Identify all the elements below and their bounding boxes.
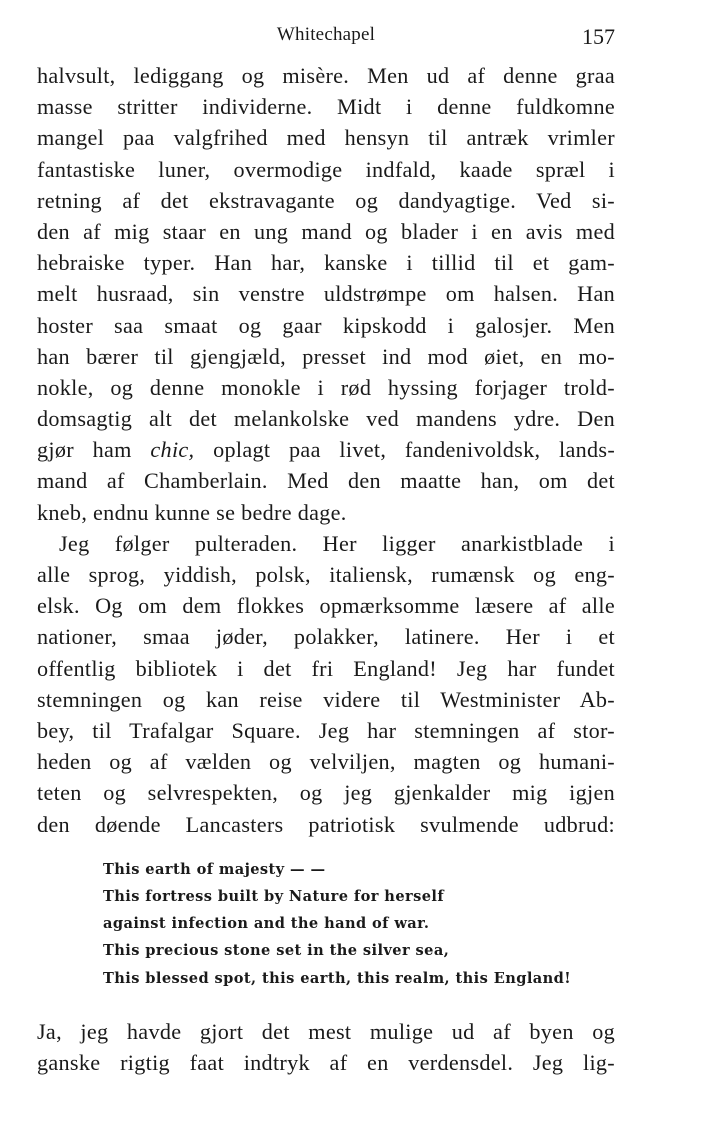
text-line: kneb, endnu kunne se bedre dage. xyxy=(37,499,347,525)
poem-line: This precious stone set in the silver sea, xyxy=(103,942,450,960)
paragraph-1 xyxy=(37,60,615,528)
text-line: nationer, smaa jøder, polakker, latinere. Her i et xyxy=(37,624,615,650)
text-line: heden og af vælden og velviljen, magten og humani- xyxy=(37,749,615,775)
running-head xyxy=(37,24,615,60)
text-line: ganske rigtig faat indtryk af en verdensdel. Jeg lig- xyxy=(37,1049,615,1075)
text-line: Jeg følger pulteraden. Her ligger anarkistblade i xyxy=(59,530,615,556)
text-line: offentlig bibliotek i det fri England! Jeg har fundet xyxy=(37,655,615,681)
text-line: elsk. Og om dem flokkes opmærksomme læsere af alle xyxy=(37,593,615,619)
text-line: Ja, jeg havde gjort det mest mulige ud af byen og xyxy=(37,1018,615,1044)
italic-word: chic, xyxy=(150,437,195,463)
text-line: fantastiske luner, overmodige indfald, kaade spræl i xyxy=(37,156,615,182)
text-line: mangel paa valgfrihed med hensyn til antræk vrimler xyxy=(37,125,615,151)
book-page xyxy=(37,24,615,1078)
text-line: retning af det ekstravagante og dandyagtige. Ved si- xyxy=(37,187,615,213)
text-line: stemningen og kan reise videre til Westminister Ab- xyxy=(37,686,615,712)
text-line: halvsult, lediggang og misère. Men ud af denne graa xyxy=(37,63,615,88)
paragraph-2 xyxy=(37,528,615,840)
text-line: den døende Lancasters patriotisk svulmende udbrud: xyxy=(37,811,615,837)
poem-quote xyxy=(37,856,615,992)
text-segment: oplagt paa livet, fandenivoldsk, lands- xyxy=(194,437,616,463)
text-line: alle sprog, yiddish, polsk, italiensk, rumænsk og eng- xyxy=(37,562,615,587)
text-line: teten og selvrespekten, og jeg gjenkalder mig igjen xyxy=(37,780,615,806)
text-line: den af mig staar en ung mand og blader i en avis med xyxy=(37,218,615,244)
paragraph-3 xyxy=(37,1016,615,1078)
text-line: han bærer til gjengjæld, presset ind mod øiet, en mo- xyxy=(37,343,615,369)
text-line: bey, til Trafalgar Square. Jeg har stemningen af stor- xyxy=(37,717,615,743)
poem-line: This fortress built by Nature for herself xyxy=(103,887,445,905)
text-line: hebraiske typer. Han har, kanske i tillid til et gam- xyxy=(37,250,615,276)
text-line: hoster saa smaat og gaar kipskodd i galosjer. Men xyxy=(37,312,615,338)
text-line: mand af Chamberlain. Med den maatte han, om det xyxy=(37,468,615,494)
poem-line: This blessed spot, this earth, this realm, this England! xyxy=(103,969,572,987)
poem-line: against infection and the hand of war. xyxy=(103,915,430,933)
running-title: Whitechapel xyxy=(276,24,376,45)
body-text xyxy=(37,60,615,1078)
page-number: 157 xyxy=(582,24,615,49)
text-line: nokle, og denne monokle i rød hyssing forjager trold- xyxy=(37,374,615,400)
text-line: masse stritter individerne. Midt i denne fuldkomne xyxy=(37,94,615,120)
text-line-with-italic xyxy=(37,434,615,465)
text-line: domsagtig alt det melankolske ved mandens ydre. Den xyxy=(37,406,615,432)
text-line: melt husraad, sin venstre uldstrømpe om halsen. Han xyxy=(37,281,615,307)
text-segment: gjør ham xyxy=(37,437,151,463)
poem-line: This earth of majesty — — xyxy=(103,860,326,878)
